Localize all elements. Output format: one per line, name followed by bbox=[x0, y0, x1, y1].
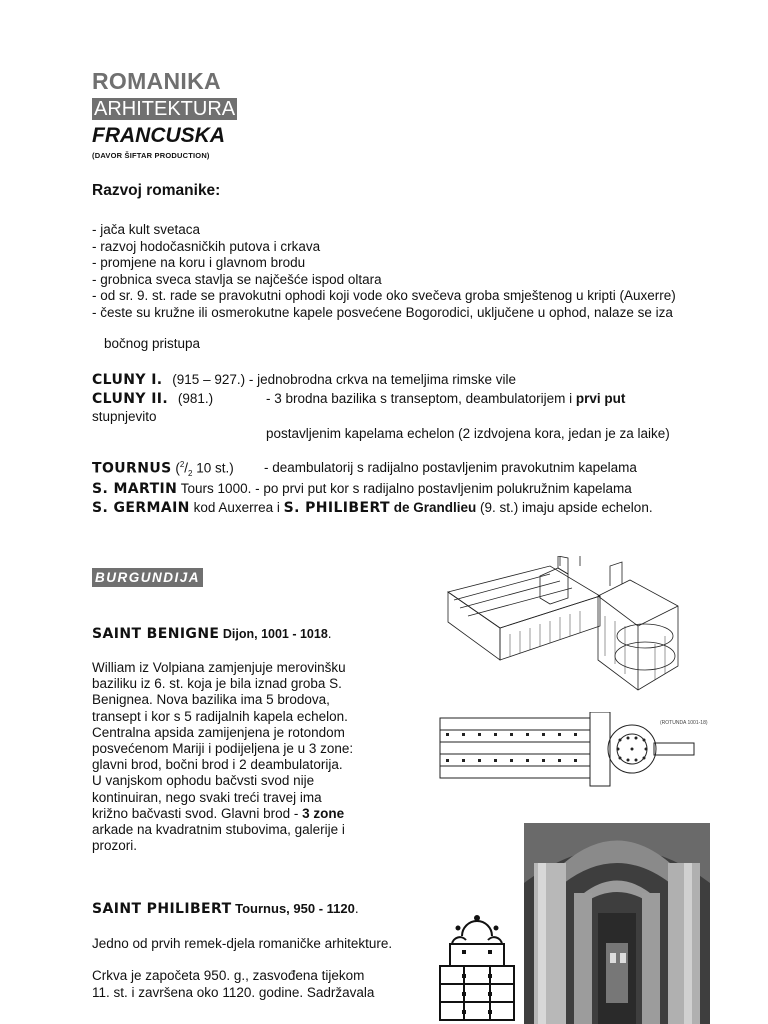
saint-philibert-plan bbox=[436, 906, 518, 1024]
text-line: glavni brod, bočni brod i 2 deambulatorija. bbox=[92, 757, 343, 773]
text-line: Centralna apsida zamijenjena je rotondom bbox=[92, 724, 345, 740]
razvoj-list bbox=[92, 222, 676, 321]
date-sub: 2 bbox=[188, 469, 193, 479]
church-name: CLUNY II. bbox=[92, 391, 169, 407]
credit-line: (DAVOR ŠIFTAR PRODUCTION) bbox=[92, 151, 210, 160]
section-burgundija: BURGUNDIJA bbox=[92, 568, 203, 587]
text-line: transept i kor s 5 radijalnih kapela echelon. bbox=[92, 708, 348, 724]
church-date: (915 – 927.) bbox=[172, 372, 246, 387]
church-desc: - 3 brodna bazilika s transeptom, deambulatorijem i bbox=[266, 391, 576, 406]
church-desc: - jednobrodna crkva na temeljima rimske vile bbox=[248, 372, 516, 387]
list-item: - promjene na koru i glavnom brodu bbox=[92, 255, 306, 270]
church-desc: kod Auxerrea i bbox=[189, 500, 284, 515]
text-line: kontinuiran, nego svaki treći travej ima bbox=[92, 789, 322, 805]
date-sep: / bbox=[184, 460, 189, 476]
text-line: baziliku iz 6. st. koja je bila iznad groba S. bbox=[92, 676, 342, 692]
date-sup: 2 bbox=[179, 460, 185, 469]
philibert-p1: Jedno od prvih remek-djela romaničke arhitekture. bbox=[92, 936, 393, 951]
church-name: S. GERMAIN bbox=[92, 500, 190, 516]
saint-benigne-plan bbox=[434, 712, 710, 788]
philibert-p2b: 11. st. i završena oko 1120. godine. Sadržavala bbox=[92, 985, 375, 1000]
tournus-line bbox=[92, 460, 234, 478]
church-location: Dijon, 1001 - 1018 bbox=[219, 627, 328, 641]
church-desc: Tours 1000. - po prvi put kor s radijalno postavljenim polukružnim kapelama bbox=[177, 481, 632, 496]
sgermain-line bbox=[92, 500, 653, 516]
list-item: - razvoj hodočasničkih putova i crkava bbox=[92, 238, 321, 254]
cluny2-cont: postavljenim kapelama echelon (2 izdvojena kora, jedan je za laike) bbox=[266, 426, 670, 441]
text-line: prozori. bbox=[92, 838, 138, 854]
benigne-heading bbox=[92, 626, 332, 642]
list-item: - grobnica sveca stavlja se najčešće ispod oltara bbox=[92, 271, 382, 287]
cluny1-line bbox=[92, 372, 516, 388]
text-line: Benignea. Nova bazilika ima 5 brodova, bbox=[92, 692, 330, 708]
list-item: - česte su kružne ili osmerokutne kapele posvećene Bogorodici, uključene u ophod, nalaze se iza bbox=[92, 304, 673, 320]
cluny2-wrap: stupnjevito bbox=[92, 409, 157, 424]
text-line: William iz Volpiana zamjenjuje merovinšku bbox=[92, 660, 346, 675]
philibert-p2a: Crkva je započeta 950. g., zasvođena tijekom bbox=[92, 968, 365, 983]
philibert-heading bbox=[92, 901, 359, 917]
cluny2-desc bbox=[266, 391, 625, 406]
title-arhitektura: ARHITEKTURA bbox=[94, 98, 236, 120]
text-line: posvećenom Mariji i podijeljena je u 3 zone: bbox=[92, 741, 354, 757]
saint-benigne-sketch bbox=[440, 556, 690, 702]
text-line bbox=[92, 806, 382, 822]
church-name: SAINT PHILIBERT bbox=[92, 901, 232, 917]
church-name-2: S. PHILIBERT bbox=[283, 500, 390, 516]
title-francuska: FRANCUSKA bbox=[92, 124, 225, 147]
text-bold: 3 zone bbox=[302, 805, 345, 821]
date-open: ( bbox=[171, 460, 180, 476]
smartin-line bbox=[92, 481, 632, 497]
text-line: U vanjskom ophodu bačvsti svod nije bbox=[92, 773, 315, 789]
heading-dot: . bbox=[327, 626, 332, 641]
list-item: - od sr. 9. st. rade se pravokutni ophodi koji vode oko svečeva groba smještenog u kripti (Auxerre) bbox=[92, 288, 676, 303]
church-date: (981.) bbox=[177, 391, 214, 406]
church-name: TOURNUS bbox=[92, 460, 172, 477]
cluny2-line bbox=[92, 391, 213, 407]
text-segment: križno bačvasti svod. Glavni brod - bbox=[92, 805, 303, 821]
church-name: SAINT BENIGNE bbox=[92, 626, 220, 642]
church-name: CLUNY I. bbox=[92, 372, 163, 388]
section-heading-razvoj: Razvoj romanike: bbox=[92, 182, 221, 199]
list-continuation: bočnog pristupa bbox=[104, 336, 201, 351]
tournus-desc: - deambulatorij s radijalno postavljenim pravokutnim kapelama bbox=[264, 460, 637, 475]
text-line: arkade na kvadratnim stubovima, galerije i bbox=[92, 822, 345, 838]
benigne-text bbox=[92, 660, 382, 854]
plan-label: (ROTUNDA 1001-18) bbox=[660, 720, 708, 726]
list-item: - jača kult svetaca bbox=[92, 222, 201, 237]
date-rest: 10 st.) bbox=[192, 460, 234, 476]
title-romanika: ROMANIKA bbox=[92, 68, 221, 94]
saint-philibert-nave-photo bbox=[524, 823, 710, 1024]
church-name: S. MARTIN bbox=[92, 481, 178, 497]
heading-dot: . bbox=[354, 901, 359, 916]
church-desc-rest: (9. st.) imaju apside echelon. bbox=[476, 500, 653, 515]
church-desc-bold: de Grandlieu bbox=[389, 500, 477, 515]
church-location: Tournus, 950 - 1120 bbox=[231, 901, 355, 916]
church-desc-bold: prvi put bbox=[575, 391, 626, 406]
